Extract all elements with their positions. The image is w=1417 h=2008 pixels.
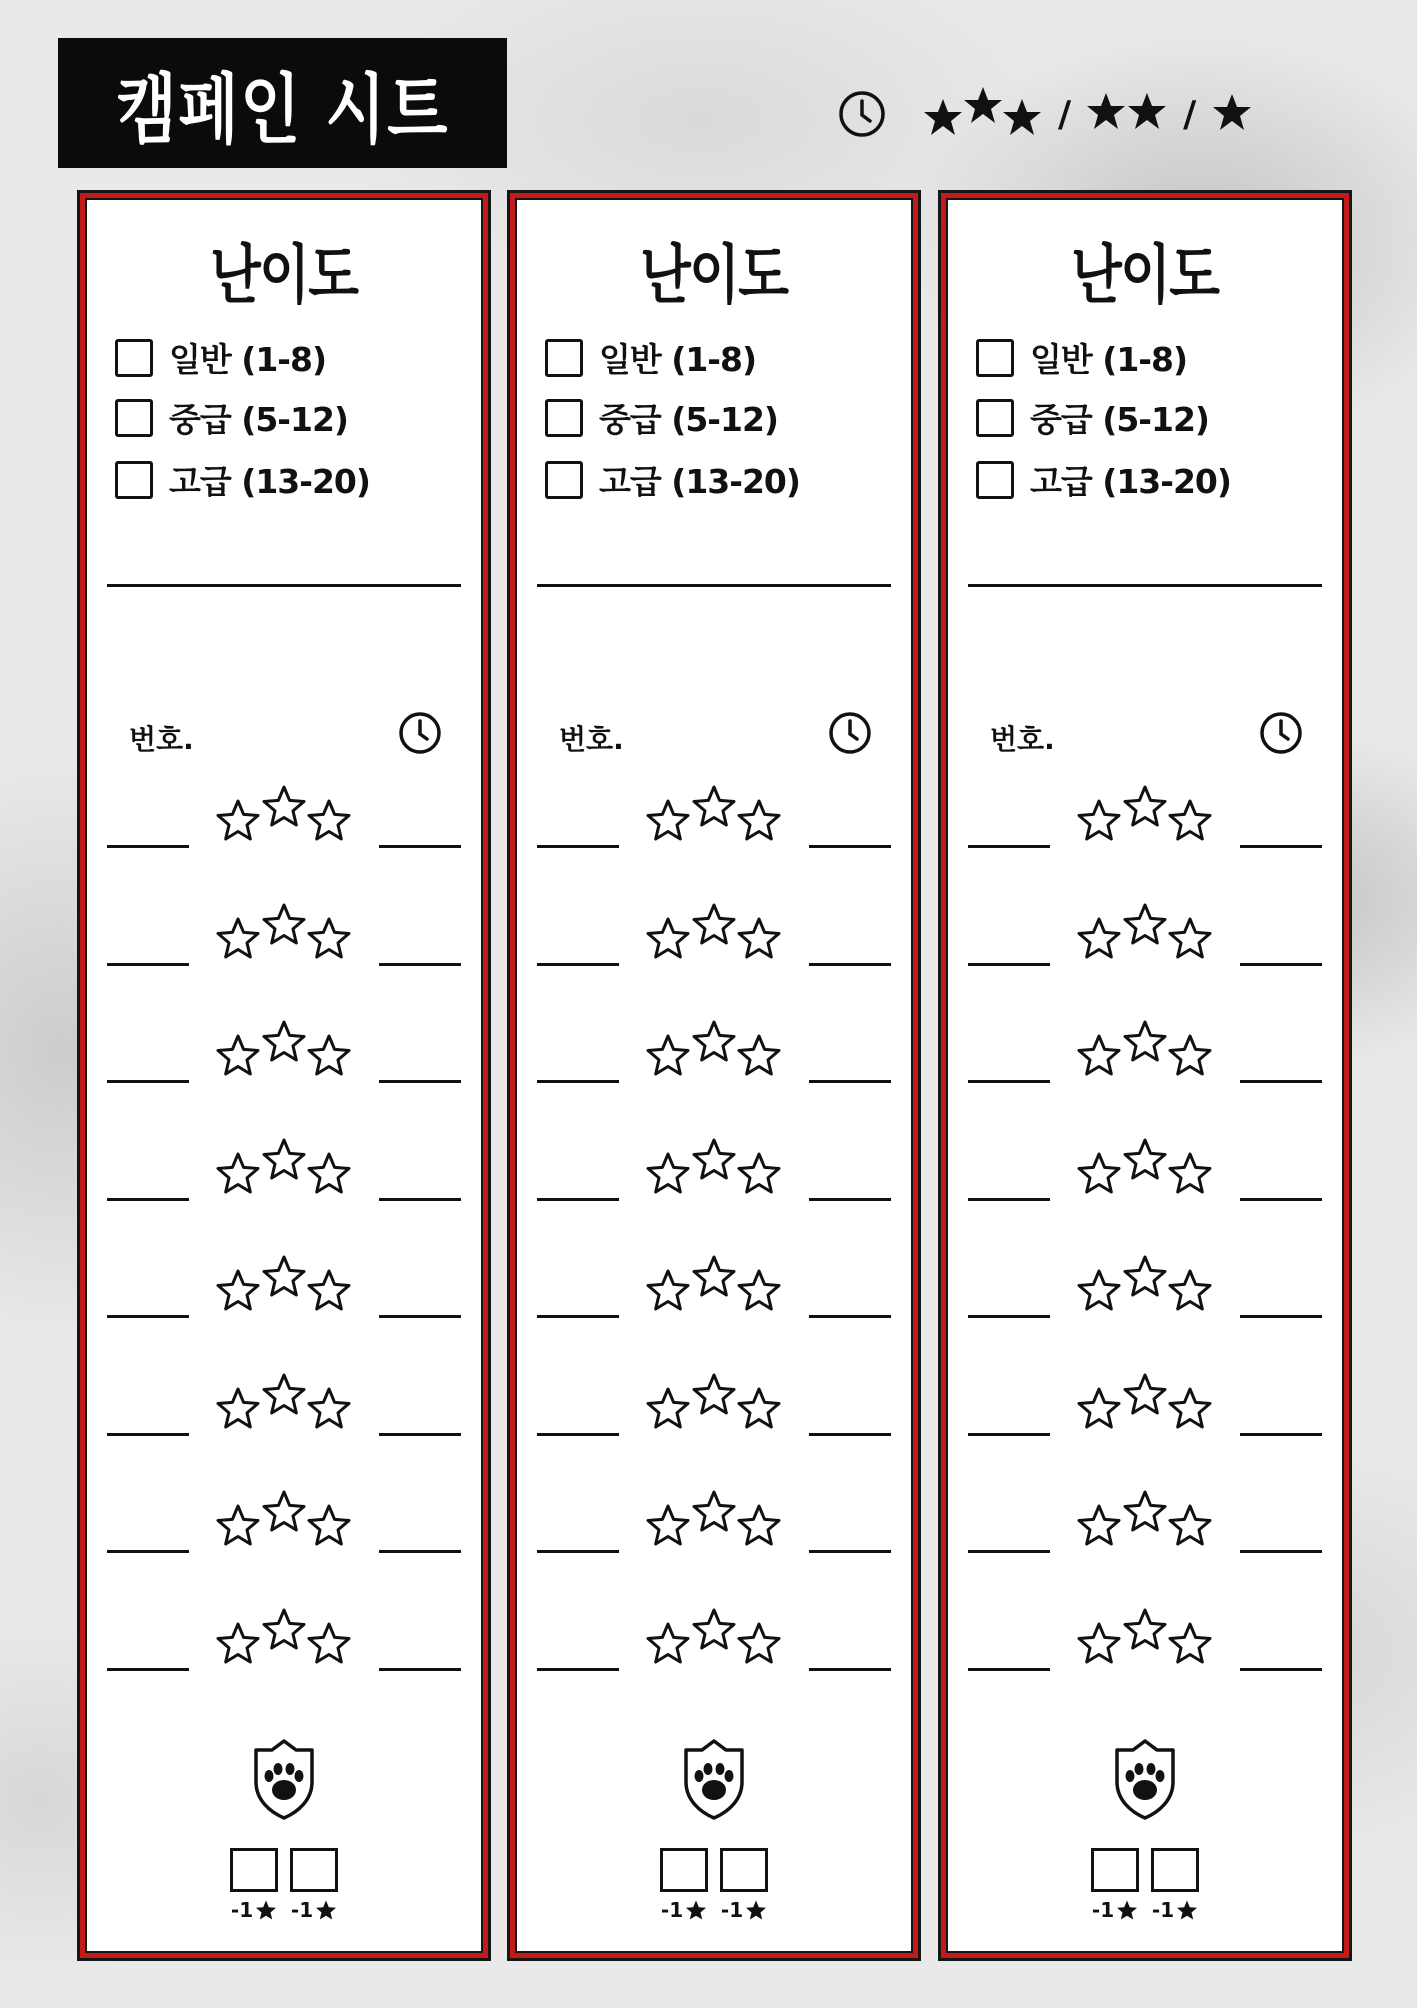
star-rating-icon[interactable] <box>646 900 782 970</box>
scenario-number-blank[interactable] <box>107 1315 189 1318</box>
penalty-checkbox[interactable] <box>1151 1848 1199 1892</box>
notes-line <box>107 584 461 587</box>
scenario-row <box>107 788 461 848</box>
star-icon <box>255 1899 277 1921</box>
penalty-checkbox[interactable] <box>230 1848 278 1892</box>
penalty-label: -1 <box>661 1898 707 1922</box>
scenario-time-blank[interactable] <box>379 963 461 966</box>
two-star-filled-icon <box>1087 84 1167 144</box>
difficulty-option-2[interactable] <box>545 394 778 441</box>
scenario-row <box>107 1376 461 1436</box>
number-label: 번호. <box>990 723 1055 756</box>
scenario-row <box>968 1611 1322 1671</box>
star-rating-icon[interactable] <box>216 782 352 852</box>
star-icon <box>315 1899 337 1921</box>
difficulty-option-1[interactable] <box>976 334 1187 381</box>
scenario-time-blank[interactable] <box>1240 963 1322 966</box>
difficulty-option-2[interactable] <box>115 394 348 441</box>
three-star-filled-icon <box>924 84 1042 144</box>
scenario-number-blank[interactable] <box>537 1433 619 1436</box>
scenario-number-blank[interactable] <box>968 1433 1050 1436</box>
difficulty-option-label: 중급 (5-12) <box>599 400 778 439</box>
scenario-number-blank[interactable] <box>107 845 189 848</box>
star-rating-icon[interactable] <box>1077 1135 1213 1205</box>
scenario-row <box>107 1258 461 1318</box>
difficulty-title: 난이도 <box>1071 239 1219 313</box>
scenario-time-blank[interactable] <box>379 1198 461 1201</box>
difficulty-title: 난이도 <box>210 239 358 313</box>
star-rating-icon[interactable] <box>646 1252 782 1322</box>
penalty-checkboxes <box>1091 1848 1199 1922</box>
difficulty-option-3[interactable] <box>115 456 370 503</box>
scenario-time-blank[interactable] <box>379 845 461 848</box>
star-rating-icon[interactable] <box>646 1605 782 1675</box>
campaign-panel-3 <box>941 193 1349 1958</box>
scenario-time-blank[interactable] <box>379 1315 461 1318</box>
clock-icon <box>397 710 443 760</box>
star-rating-icon[interactable] <box>216 1017 352 1087</box>
scenario-number-blank[interactable] <box>537 963 619 966</box>
penalty-checkbox[interactable] <box>1091 1848 1139 1892</box>
shield-paw-icon <box>1113 1738 1177 1824</box>
number-label: 번호. <box>559 723 624 756</box>
penalty-checkbox-group <box>660 1848 708 1922</box>
star-rating-icon[interactable] <box>646 1370 782 1440</box>
difficulty-checkbox[interactable] <box>545 339 583 377</box>
clock-icon <box>827 710 873 760</box>
scenario-row <box>107 906 461 966</box>
star-rating-icon[interactable] <box>216 1605 352 1675</box>
one-star-filled-icon <box>1212 84 1252 144</box>
scenario-row <box>968 906 1322 966</box>
penalty-label: -1 <box>291 1898 337 1922</box>
scenario-time-blank[interactable] <box>809 1668 891 1671</box>
star-rating-icon[interactable] <box>216 1487 352 1557</box>
penalty-label: -1 <box>1152 1898 1198 1922</box>
difficulty-checkbox[interactable] <box>976 399 1014 437</box>
difficulty-checkbox[interactable] <box>545 461 583 499</box>
scenario-time-blank[interactable] <box>809 1433 891 1436</box>
campaign-sheet-title-box <box>58 38 507 168</box>
scenario-number-blank[interactable] <box>107 1433 189 1436</box>
difficulty-option-3[interactable] <box>545 456 800 503</box>
star-icon <box>1176 1899 1198 1921</box>
difficulty-checkbox[interactable] <box>976 461 1014 499</box>
star-rating-icon[interactable] <box>1077 1487 1213 1557</box>
scenario-time-blank[interactable] <box>1240 1668 1322 1671</box>
difficulty-option-label: 고급 (13-20) <box>599 462 800 501</box>
scenario-time-blank[interactable] <box>809 1198 891 1201</box>
clock-icon <box>836 88 888 140</box>
scenario-row <box>107 1023 461 1083</box>
scenario-row <box>537 906 891 966</box>
star-icon <box>745 1899 767 1921</box>
scenario-row <box>537 1493 891 1553</box>
star-rating-icon[interactable] <box>1077 1370 1213 1440</box>
penalty-label: -1 <box>231 1898 277 1922</box>
scenario-number-blank[interactable] <box>968 1668 1050 1671</box>
scenario-row <box>968 1141 1322 1201</box>
scenario-number-blank[interactable] <box>107 1080 189 1083</box>
penalty-checkboxes <box>660 1848 768 1922</box>
scenario-number-blank[interactable] <box>537 845 619 848</box>
scenario-number-blank[interactable] <box>968 1080 1050 1083</box>
difficulty-option-label: 중급 (5-12) <box>1030 400 1209 439</box>
scenario-row <box>968 1023 1322 1083</box>
difficulty-option-label: 고급 (13-20) <box>1030 462 1231 501</box>
scenario-time-blank[interactable] <box>1240 1433 1322 1436</box>
scenario-number-blank[interactable] <box>968 1198 1050 1201</box>
star-rating-icon[interactable] <box>646 1017 782 1087</box>
scenario-row <box>107 1493 461 1553</box>
scenario-time-blank[interactable] <box>379 1668 461 1671</box>
scenario-row <box>968 1493 1322 1553</box>
star-rating-icon[interactable] <box>1077 1605 1213 1675</box>
scenario-number-blank[interactable] <box>107 963 189 966</box>
scenario-number-blank[interactable] <box>968 845 1050 848</box>
page-title: 캠페인 시트 <box>116 64 449 154</box>
scenario-number-blank[interactable] <box>968 1315 1050 1318</box>
difficulty-checkbox[interactable] <box>115 461 153 499</box>
difficulty-option-2[interactable] <box>976 394 1209 441</box>
scenario-time-blank[interactable] <box>379 1433 461 1436</box>
scenario-time-blank[interactable] <box>1240 1550 1322 1553</box>
clock-icon <box>1258 710 1304 760</box>
scenario-time-blank[interactable] <box>379 1080 461 1083</box>
scenario-time-blank[interactable] <box>809 963 891 966</box>
scenario-row <box>107 1141 461 1201</box>
difficulty-option-3[interactable] <box>976 456 1231 503</box>
scenario-number-blank[interactable] <box>968 1550 1050 1553</box>
star-icon <box>685 1899 707 1921</box>
scenario-number-blank[interactable] <box>537 1315 619 1318</box>
scenario-row <box>537 1141 891 1201</box>
star-rating-icon[interactable] <box>216 1370 352 1440</box>
penalty-checkbox[interactable] <box>660 1848 708 1892</box>
scenario-time-blank[interactable] <box>809 1315 891 1318</box>
campaign-panel-2 <box>510 193 918 1958</box>
difficulty-title: 난이도 <box>640 239 788 313</box>
penalty-checkbox[interactable] <box>720 1848 768 1892</box>
scenario-time-blank[interactable] <box>809 1080 891 1083</box>
penalty-checkbox-group <box>230 1848 278 1922</box>
star-rating-icon[interactable] <box>646 782 782 852</box>
scenario-number-blank[interactable] <box>537 1668 619 1671</box>
penalty-checkbox-group <box>1151 1848 1199 1922</box>
scenario-row <box>537 1258 891 1318</box>
notes-line <box>537 584 891 587</box>
penalty-label: -1 <box>1092 1898 1138 1922</box>
scenario-number-blank[interactable] <box>537 1198 619 1201</box>
scenario-row <box>968 788 1322 848</box>
scenario-row <box>968 1376 1322 1436</box>
notes-line <box>968 584 1322 587</box>
legend-separator: / <box>1183 93 1197 135</box>
scenario-time-blank[interactable] <box>809 1550 891 1553</box>
difficulty-checkbox[interactable] <box>545 399 583 437</box>
star-rating-icon[interactable] <box>1077 900 1213 970</box>
scenario-time-blank[interactable] <box>1240 1315 1322 1318</box>
star-rating-icon[interactable] <box>216 1135 352 1205</box>
scenario-row <box>537 1023 891 1083</box>
rating-legend <box>836 82 1252 146</box>
star-rating-icon[interactable] <box>1077 782 1213 852</box>
star-rating-icon[interactable] <box>646 1487 782 1557</box>
star-rating-icon[interactable] <box>646 1135 782 1205</box>
penalty-checkbox-group <box>1091 1848 1139 1922</box>
penalty-checkbox-group <box>290 1848 338 1922</box>
legend-separator: / <box>1058 93 1072 135</box>
star-rating-icon[interactable] <box>1077 1017 1213 1087</box>
difficulty-checkbox[interactable] <box>115 399 153 437</box>
scenario-row <box>968 1258 1322 1318</box>
scenario-row <box>537 788 891 848</box>
penalty-label: -1 <box>721 1898 767 1922</box>
scenario-time-blank[interactable] <box>809 845 891 848</box>
shield-paw-icon <box>682 1738 746 1824</box>
star-rating-icon[interactable] <box>216 900 352 970</box>
scenario-row <box>107 1611 461 1671</box>
scenario-number-blank[interactable] <box>107 1550 189 1553</box>
difficulty-option-label: 일반 (1-8) <box>169 340 327 379</box>
difficulty-option-label: 중급 (5-12) <box>169 400 348 439</box>
scenario-time-blank[interactable] <box>1240 1080 1322 1083</box>
scenario-number-blank[interactable] <box>537 1550 619 1553</box>
difficulty-option-label: 일반 (1-8) <box>599 340 757 379</box>
campaign-panel-1 <box>80 193 488 1958</box>
scenario-row <box>537 1376 891 1436</box>
scenario-row <box>537 1611 891 1671</box>
difficulty-checkbox[interactable] <box>115 339 153 377</box>
shield-paw-icon <box>252 1738 316 1824</box>
penalty-checkbox[interactable] <box>290 1848 338 1892</box>
scenario-number-blank[interactable] <box>968 963 1050 966</box>
scenario-number-blank[interactable] <box>107 1668 189 1671</box>
difficulty-option-1[interactable] <box>115 334 326 381</box>
scenario-time-blank[interactable] <box>1240 1198 1322 1201</box>
difficulty-option-1[interactable] <box>545 334 756 381</box>
star-rating-icon[interactable] <box>216 1252 352 1322</box>
scenario-time-blank[interactable] <box>1240 845 1322 848</box>
difficulty-option-label: 일반 (1-8) <box>1030 340 1188 379</box>
scenario-time-blank[interactable] <box>379 1550 461 1553</box>
scenario-number-blank[interactable] <box>537 1080 619 1083</box>
difficulty-checkbox[interactable] <box>976 339 1014 377</box>
star-icon <box>1116 1899 1138 1921</box>
penalty-checkbox-group <box>720 1848 768 1922</box>
number-label: 번호. <box>129 723 194 756</box>
penalty-checkboxes <box>230 1848 338 1922</box>
scenario-number-blank[interactable] <box>107 1198 189 1201</box>
difficulty-option-label: 고급 (13-20) <box>169 462 370 501</box>
star-rating-icon[interactable] <box>1077 1252 1213 1322</box>
